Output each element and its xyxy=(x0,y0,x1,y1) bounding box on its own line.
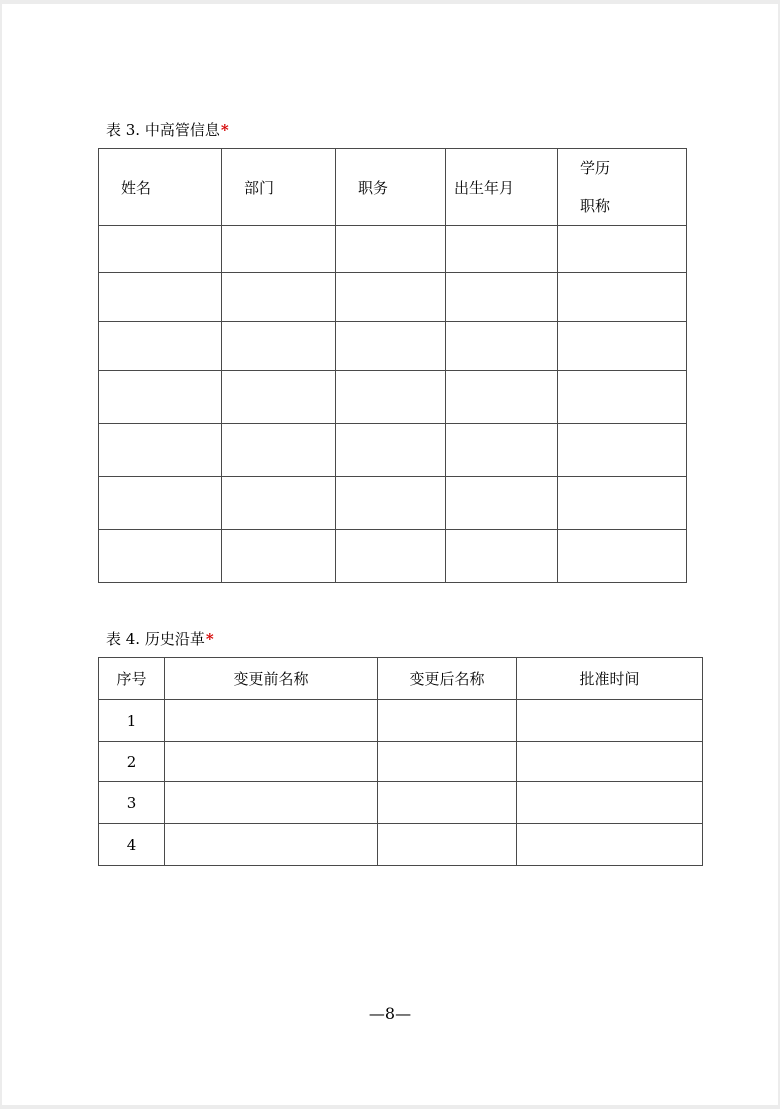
table-cell[interactable] xyxy=(222,424,336,477)
table-cell[interactable] xyxy=(558,530,687,583)
table-cell[interactable] xyxy=(165,742,378,782)
history-table xyxy=(98,657,703,866)
table-row xyxy=(99,273,687,322)
table-row xyxy=(99,530,687,583)
header-name-after: 变更后名称 xyxy=(378,658,517,700)
required-mark: * xyxy=(220,121,229,139)
table-cell[interactable] xyxy=(165,700,378,742)
table-cell[interactable] xyxy=(336,273,446,322)
table-cell[interactable] xyxy=(336,226,446,273)
table-row xyxy=(99,477,687,530)
row-number: 4 xyxy=(99,824,165,866)
table-row xyxy=(99,226,687,273)
table-cell[interactable] xyxy=(99,424,222,477)
table-cell[interactable] xyxy=(165,824,378,866)
row-number: 1 xyxy=(99,700,165,742)
table4-caption-text: 表 4. 历史沿革 xyxy=(106,630,205,648)
table-cell[interactable] xyxy=(222,371,336,424)
header-name: 姓名 xyxy=(99,149,222,226)
table-cell[interactable] xyxy=(378,824,517,866)
table-cell[interactable] xyxy=(446,371,558,424)
table-cell[interactable] xyxy=(446,424,558,477)
table-row xyxy=(99,742,703,782)
header-serial-number: 序号 xyxy=(99,658,165,700)
table-cell[interactable] xyxy=(378,742,517,782)
table-cell[interactable] xyxy=(222,477,336,530)
header-department: 部门 xyxy=(222,149,336,226)
required-mark: * xyxy=(205,630,214,648)
table-cell[interactable] xyxy=(222,273,336,322)
table3-caption-text: 表 3. 中高管信息 xyxy=(106,121,220,139)
table4-caption xyxy=(106,630,214,648)
header-approval-time: 批准时间 xyxy=(517,658,703,700)
table-cell[interactable] xyxy=(378,782,517,824)
table-cell[interactable] xyxy=(558,322,687,371)
table-cell[interactable] xyxy=(99,530,222,583)
table-cell[interactable] xyxy=(99,273,222,322)
header-birth-date: 出生年月 xyxy=(446,149,558,226)
table-cell[interactable] xyxy=(222,226,336,273)
table-cell[interactable] xyxy=(99,226,222,273)
table-cell[interactable] xyxy=(222,530,336,583)
senior-management-table xyxy=(98,148,687,583)
table-cell[interactable] xyxy=(446,322,558,371)
table-row xyxy=(99,782,703,824)
table-cell[interactable] xyxy=(558,371,687,424)
table-cell[interactable] xyxy=(99,371,222,424)
table-cell[interactable] xyxy=(446,530,558,583)
table-cell[interactable] xyxy=(446,226,558,273)
table-cell[interactable] xyxy=(336,530,446,583)
page-number: —8— xyxy=(368,1004,412,1023)
table-cell[interactable] xyxy=(99,477,222,530)
header-name-before: 变更前名称 xyxy=(165,658,378,700)
table-cell[interactable] xyxy=(517,824,703,866)
header-position: 职务 xyxy=(336,149,446,226)
table-header-row xyxy=(99,658,703,700)
table-cell[interactable] xyxy=(517,700,703,742)
table-cell[interactable] xyxy=(558,273,687,322)
document-page xyxy=(2,4,778,1105)
table-cell[interactable] xyxy=(165,782,378,824)
table-header-row xyxy=(99,149,687,226)
table-cell[interactable] xyxy=(517,742,703,782)
table-row xyxy=(99,824,703,866)
table-cell[interactable] xyxy=(336,322,446,371)
table3-caption xyxy=(106,121,229,139)
table-cell[interactable] xyxy=(517,782,703,824)
header-title: 职称 xyxy=(580,197,611,215)
table-cell[interactable] xyxy=(446,273,558,322)
table-cell[interactable] xyxy=(336,424,446,477)
table-cell[interactable] xyxy=(446,477,558,530)
table-row xyxy=(99,424,687,477)
table-cell[interactable] xyxy=(558,477,687,530)
table-cell[interactable] xyxy=(558,226,687,273)
table-cell[interactable] xyxy=(99,322,222,371)
table-cell[interactable] xyxy=(558,424,687,477)
row-number: 2 xyxy=(99,742,165,782)
table-row xyxy=(99,322,687,371)
row-number: 3 xyxy=(99,782,165,824)
table-row xyxy=(99,371,687,424)
header-education: 学历 xyxy=(580,159,611,177)
table-cell[interactable] xyxy=(378,700,517,742)
table-cell[interactable] xyxy=(222,322,336,371)
table-row xyxy=(99,700,703,742)
table-cell[interactable] xyxy=(336,477,446,530)
table-cell[interactable] xyxy=(336,371,446,424)
header-education-title xyxy=(558,149,687,226)
